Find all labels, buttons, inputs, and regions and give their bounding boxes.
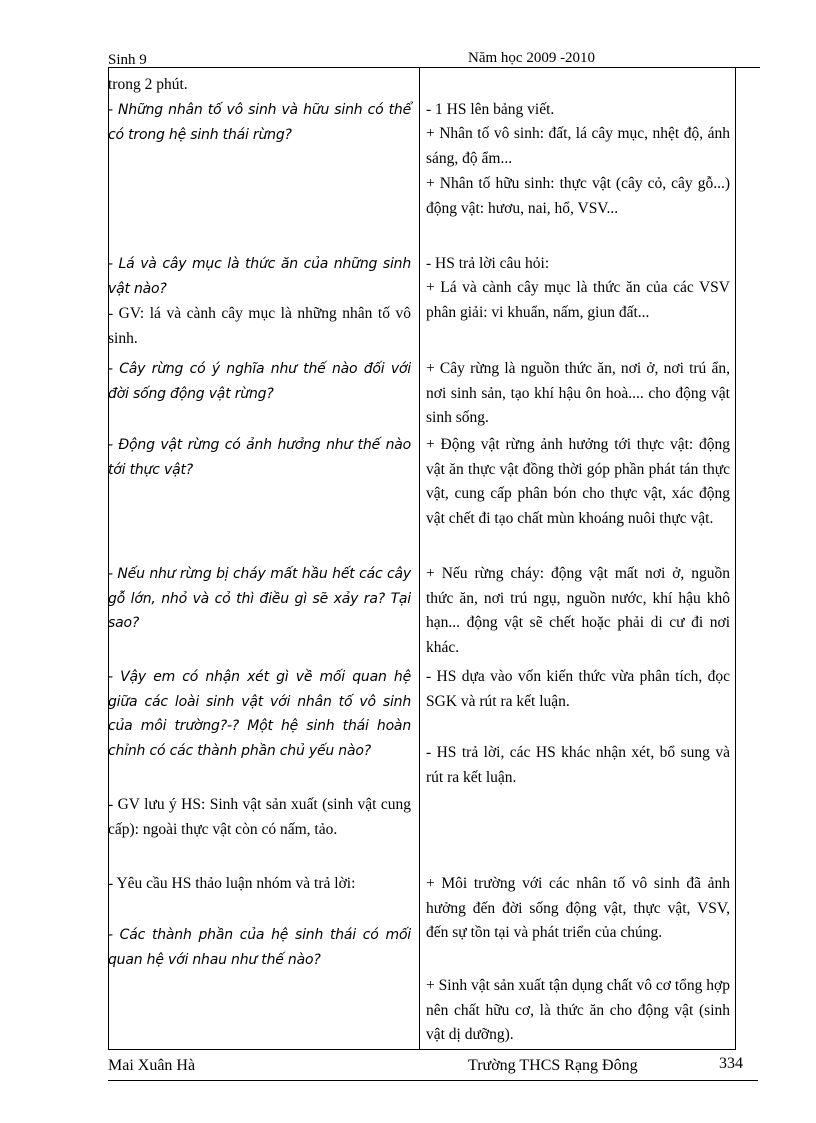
- teacher-activity-1: - Những nhân tố vô sinh và hữu sinh có thể có trong hệ sinh thái rừng?: [108, 102, 411, 143]
- footer-author: Mai Xuân Hà: [108, 1057, 196, 1074]
- student-activity-6: + Động vật rừng ảnh hưởng tới thực vật: động vật ăn thực vật đồng thời góp phần phát tán thực vật, cung cấp phân bón cho thực vật, xác động vật chết đi tạo chất mùn khoáng nuôi thực vật.: [426, 436, 730, 527]
- teacher-activity-2: - Lá và cây mục là thức ăn của những sinh vật nào?: [108, 256, 411, 297]
- teacher-activity-5: - Động vật rừng có ảnh hưởng như thế nào tới thực vật?: [108, 437, 411, 478]
- student-activity-11: + Sinh vật sản xuất tận dụng chất vô cơ tổng hợp nên chất hữu cơ, là thức ăn cho động vật (sinh vật dị dưỡng).: [426, 977, 730, 1044]
- footer-school: Trường THCS Rạng Đông: [468, 1057, 638, 1074]
- page-number: 334: [719, 1055, 743, 1072]
- table-column-divider: [419, 68, 420, 1050]
- teacher-activity-8: - GV lưu ý HS: Sinh vật sản xuất (sinh vật cung cấp): ngoài thực vật còn có nấm, tảo.: [108, 796, 411, 838]
- teacher-activity-4: - Cây rừng có ý nghĩa như thế nào đối với đời sống động vật rừng?: [108, 361, 411, 402]
- teacher-activity-9: - Yêu cầu HS thảo luận nhóm và trả lời:: [108, 875, 356, 892]
- student-activity-5: + Cây rừng là nguồn thức ăn, nơi ở, nơi trú ẩn, nơi sinh sản, tạo khí hậu ôn hoà.... cho động vật sinh sống.: [426, 360, 730, 427]
- student-activity-8: - HS dựa vào vốn kiến thức vừa phân tích, đọc SGK và rút ra kết luận.: [426, 668, 730, 710]
- student-activity-2: + Nhân tố hữu sinh: thực vật (cây cỏ, cây gỗ...) động vật: hươu, nai, hổ, VSV...: [426, 175, 730, 217]
- student-activity-3: - HS trả lời câu hỏi:: [426, 255, 550, 272]
- header-school-year: Năm học 2009 -2010: [468, 50, 596, 66]
- student-activity-1: + Nhân tố vô sinh: đất, lá cây mục, nhệt độ, ánh sáng, độ ẩm...: [426, 125, 730, 167]
- student-activity-4: + Lá và cành cây mục là thức ăn của các VSV phân giải: vi khuẩn, nấm, giun đất...: [426, 279, 730, 321]
- footer-rule: [108, 1080, 758, 1081]
- student-activity-7: + Nếu rừng cháy: động vật mất nơi ở, nguồn thức ăn, nơi trú ngụ, nguồn nước, khí hậu khô hạn... động vật sẽ chết hoặc phải di cư đi nơi khác.: [426, 565, 730, 656]
- teacher-activity-3: - GV: lá và cành cây mục là những nhân tố vô sinh.: [108, 305, 411, 347]
- teacher-activity-10: - Các thành phần của hệ sinh thái có mối quan hệ với nhau như thế nào?: [108, 927, 411, 968]
- teacher-activity-7: - Vậy em có nhận xét gì về mối quan hệ giữa các loài sinh vật với nhân tố vô sinh của môi trường?-? Một hệ sinh thái hoàn chỉnh có các thành phần chủ yếu nào?: [108, 669, 411, 759]
- teacher-activity-6: - Nếu như rừng bị cháy mất hầu hết các cây gỗ lớn, nhỏ và cỏ thì điều gì sẽ xảy ra? Tại sao?: [108, 566, 411, 632]
- student-activity-10: + Môi trường với các nhân tố vô sinh đã ảnh hưởng đến đời sống động vật, thực vật, VSV, đến sự tồn tại và phát triển của chúng.: [426, 875, 730, 942]
- header-subject: Sinh 9: [108, 52, 147, 68]
- teacher-activity-0: trong 2 phút.: [108, 76, 188, 93]
- student-activity-0: - 1 HS lên bảng viết.: [426, 101, 555, 118]
- student-activity-9: - HS trả lời, các HS khác nhận xét, bổ sung và rút ra kết luận.: [426, 744, 730, 786]
